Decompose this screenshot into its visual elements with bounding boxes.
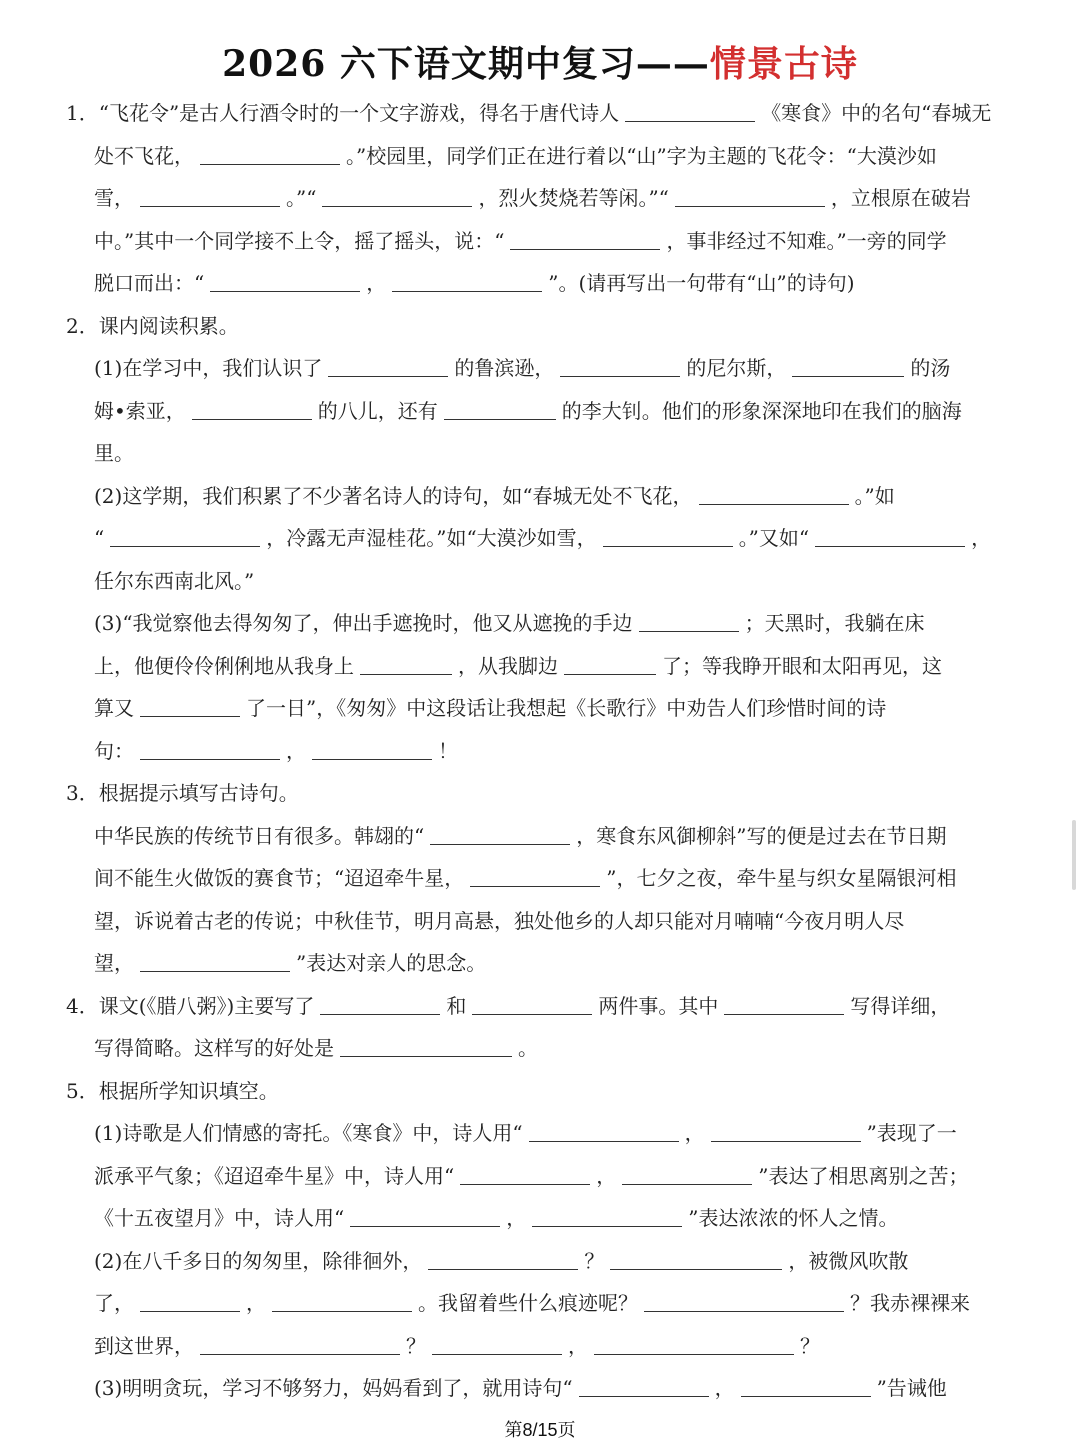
answer-blank[interactable] <box>312 737 432 760</box>
q2-text: 算又 <box>94 696 134 720</box>
q1-text: 1．“飞花令”是古人行酒令时的一个文字游戏，得名于唐代诗人 <box>66 101 620 125</box>
answer-blank[interactable] <box>579 1374 709 1397</box>
q2-text: (3)“我觉察他去得匆匆了，伸出手遮挽时，他又从遮挽的手边 <box>94 611 633 635</box>
q2-text: 的八儿，还有 <box>317 398 438 423</box>
answer-blank[interactable] <box>110 524 260 547</box>
q5-text: ”表现了一 <box>866 1121 957 1145</box>
q3-text: 间不能生火做饭的赛食节；“迢迢牵牛星， <box>94 866 465 890</box>
answer-blank[interactable] <box>560 354 680 377</box>
q1-text: ， <box>366 271 387 295</box>
q3-text: 望，诉说着古老的传说；中秋佳节，明月高悬，独处他乡的人却只能对月喃喃“今夜月明人尽 <box>94 908 905 933</box>
answer-blank[interactable] <box>594 1332 794 1355</box>
answer-blank[interactable] <box>472 992 592 1015</box>
answer-blank[interactable] <box>140 694 240 717</box>
q5-text: (2)在八千多日的匆匆里，除徘徊外， <box>94 1248 423 1273</box>
answer-blank[interactable] <box>699 482 849 505</box>
q2-text: 姆•索亚， <box>94 398 186 423</box>
q5-text: 《十五夜望月》中，诗人用“ <box>94 1206 345 1230</box>
answer-blank[interactable] <box>328 354 448 377</box>
title-main: 2026 六下语文期中复习—— <box>222 43 710 85</box>
q5-text: ， <box>506 1206 527 1230</box>
q2-text: 的鲁滨逊， <box>454 356 555 380</box>
question-4 <box>66 985 1026 1070</box>
q3-text: 望， <box>94 951 134 975</box>
answer-blank[interactable] <box>815 524 965 547</box>
answer-blank[interactable] <box>200 1332 400 1355</box>
q2-text: ；天黑时，我躺在床 <box>744 611 925 635</box>
q2-text: 的汤 <box>910 356 951 380</box>
q5-text: ”表达了相思离别之苦； <box>758 1163 969 1188</box>
q5-text: ？ <box>800 1333 820 1358</box>
q2-text: “ <box>94 526 105 550</box>
q2-text: ，从我脚边 <box>458 653 558 678</box>
question-2 <box>66 305 1026 773</box>
page-number: 第8/15页 <box>504 1420 576 1440</box>
q4-text: 4．课文(《腊八粥》)主要写了 <box>66 993 315 1018</box>
answer-blank[interactable] <box>200 142 340 165</box>
q5-text: (3)明明贪玩，学习不够努力，妈妈看到了，就用诗句“ <box>94 1376 573 1400</box>
q1-text: ，事非经过不知难。”一旁的同学 <box>666 228 947 253</box>
q2-text: 上，他便伶伶俐俐地从我身上 <box>94 653 354 678</box>
answer-blank[interactable] <box>272 1289 412 1312</box>
q2-text: 里。 <box>94 441 134 465</box>
q5-text: ”告诫他 <box>876 1376 947 1400</box>
answer-blank[interactable] <box>192 397 312 420</box>
q5-text: 到这世界， <box>94 1333 194 1358</box>
q5-text: ，被微风吹散 <box>788 1248 909 1273</box>
answer-blank[interactable] <box>724 992 844 1015</box>
answer-blank[interactable] <box>140 184 280 207</box>
q2-text: 的尼尔斯， <box>686 356 787 380</box>
answer-blank[interactable] <box>430 822 570 845</box>
answer-blank[interactable] <box>610 1247 782 1270</box>
q3-text: 中华民族的传统节日有很多。韩翃的“ <box>94 823 425 848</box>
q2-text: ，冷露无声湿桂花。”如“大漠沙如雪， <box>266 526 597 550</box>
answer-blank[interactable] <box>340 1034 512 1057</box>
q3-text: ，寒食东风御柳斜”写的便是过去在节日期 <box>576 823 947 848</box>
q1-text: 。”校园里，同学们正在进行着以“山”字为主题的飞花令：“大漠沙如 <box>346 143 937 168</box>
q5-text: ， <box>714 1376 735 1400</box>
q2-text: 任尔东西南北风。” <box>94 568 255 593</box>
answer-blank[interactable] <box>564 652 656 675</box>
q4-text: 两件事。其中 <box>598 993 719 1018</box>
answer-blank[interactable] <box>639 609 739 632</box>
q2-heading: 2．课内阅读积累。 <box>66 313 239 338</box>
answer-blank[interactable] <box>444 397 556 420</box>
answer-blank[interactable] <box>320 992 440 1015</box>
q5-text: ？ <box>584 1248 605 1273</box>
answer-blank[interactable] <box>792 354 904 377</box>
answer-blank[interactable] <box>210 269 360 292</box>
answer-blank[interactable] <box>644 1289 844 1312</box>
answer-blank[interactable] <box>622 1162 752 1185</box>
q2-text: ， <box>971 526 992 550</box>
answer-blank[interactable] <box>625 99 755 122</box>
q1-text: 脱口而出：“ <box>94 271 205 295</box>
q2-text: 句： <box>94 738 134 763</box>
q2-text: 。”如 <box>854 483 895 508</box>
q3-text: ”，七夕之夜，牵牛星与织女星隔银河相 <box>606 866 957 890</box>
q2-text: ！ <box>438 738 458 763</box>
answer-blank[interactable] <box>510 227 660 250</box>
q1-text: 。”“ <box>286 186 317 210</box>
answer-blank[interactable] <box>741 1374 871 1397</box>
answer-blank[interactable] <box>460 1162 590 1185</box>
q1-text: 雪， <box>94 186 134 210</box>
q4-text: 和 <box>446 993 467 1018</box>
page-title <box>0 36 1080 87</box>
q2-text: (2)这学期，我们积累了不少著名诗人的诗句，如“春城无处不飞花， <box>94 483 693 508</box>
q5-text: 了， <box>94 1291 134 1315</box>
q1-text: ，立根原在破岩 <box>830 186 971 210</box>
q5-text: 派承平气象；《迢迢牵牛星》中，诗人用“ <box>94 1163 455 1188</box>
q1-text: ，烈火焚烧若等闲。”“ <box>478 186 669 210</box>
q5-text: ？ <box>406 1333 426 1358</box>
answer-blank[interactable] <box>532 1204 682 1227</box>
q4-text: 写得详细， <box>850 993 951 1018</box>
q5-text: (1)诗歌是人们情感的寄托。《寒食》中，诗人用“ <box>94 1121 523 1145</box>
q5-text: ， <box>568 1333 588 1358</box>
question-1 <box>66 92 1026 305</box>
question-5 <box>66 1070 1026 1410</box>
q5-text: ”表达浓浓的怀人之情。 <box>688 1206 899 1230</box>
answer-blank[interactable] <box>711 1119 861 1142</box>
answer-blank[interactable] <box>322 184 472 207</box>
answer-blank[interactable] <box>603 524 733 547</box>
answer-blank[interactable] <box>140 1289 240 1312</box>
answer-blank[interactable] <box>392 269 542 292</box>
answer-blank[interactable] <box>432 1332 562 1355</box>
q5-text: ， <box>246 1291 266 1315</box>
q5-text: ？我赤裸裸来 <box>850 1291 970 1315</box>
answer-blank[interactable] <box>140 949 290 972</box>
q5-heading: 5．根据所学知识填空。 <box>66 1078 279 1103</box>
q3-text: ”表达对亲人的思念。 <box>296 951 487 975</box>
q4-text: 。 <box>518 1036 538 1060</box>
q1-text: ”。(请再写出一句带有“山”的诗句) <box>548 271 855 295</box>
answer-blank[interactable] <box>470 864 600 887</box>
q1-text: 处不飞花， <box>94 143 194 168</box>
answer-blank[interactable] <box>428 1247 578 1270</box>
q2-text: (1)在学习中，我们认识了 <box>94 356 323 380</box>
q2-text: ， <box>286 738 306 763</box>
q2-text: 的李大钊。他们的形象深深地印在我们的脑海 <box>561 398 962 423</box>
q4-text: 写得简略。这样写的好处是 <box>94 1036 334 1060</box>
q2-text: 了一日”，《匆匆》中这段话让我想起《长歌行》中劝告人们珍惜时间的诗 <box>246 696 887 720</box>
q2-text: 。”又如“ <box>738 526 810 550</box>
q3-heading: 3．根据提示填写古诗句。 <box>66 781 299 805</box>
q2-text: 了；等我睁开眼和太阳再见，这 <box>662 653 942 678</box>
worksheet-body <box>66 92 1026 1410</box>
answer-blank[interactable] <box>675 184 825 207</box>
q1-text: 《寒食》中的名句“春城无 <box>761 101 992 125</box>
q5-text: ， <box>596 1163 617 1188</box>
answer-blank[interactable] <box>350 1204 500 1227</box>
question-3 <box>66 772 1026 985</box>
title-highlight: 情景古诗 <box>709 43 858 85</box>
scrollbar[interactable] <box>1072 820 1076 890</box>
answer-blank[interactable] <box>360 652 452 675</box>
q1-text: 中。”其中一个同学接不上令，摇了摇头，说：“ <box>94 228 505 253</box>
answer-blank[interactable] <box>529 1119 679 1142</box>
q5-text: ， <box>684 1121 705 1145</box>
q5-text: 。我留着些什么痕迹呢？ <box>418 1291 638 1315</box>
answer-blank[interactable] <box>140 737 280 760</box>
